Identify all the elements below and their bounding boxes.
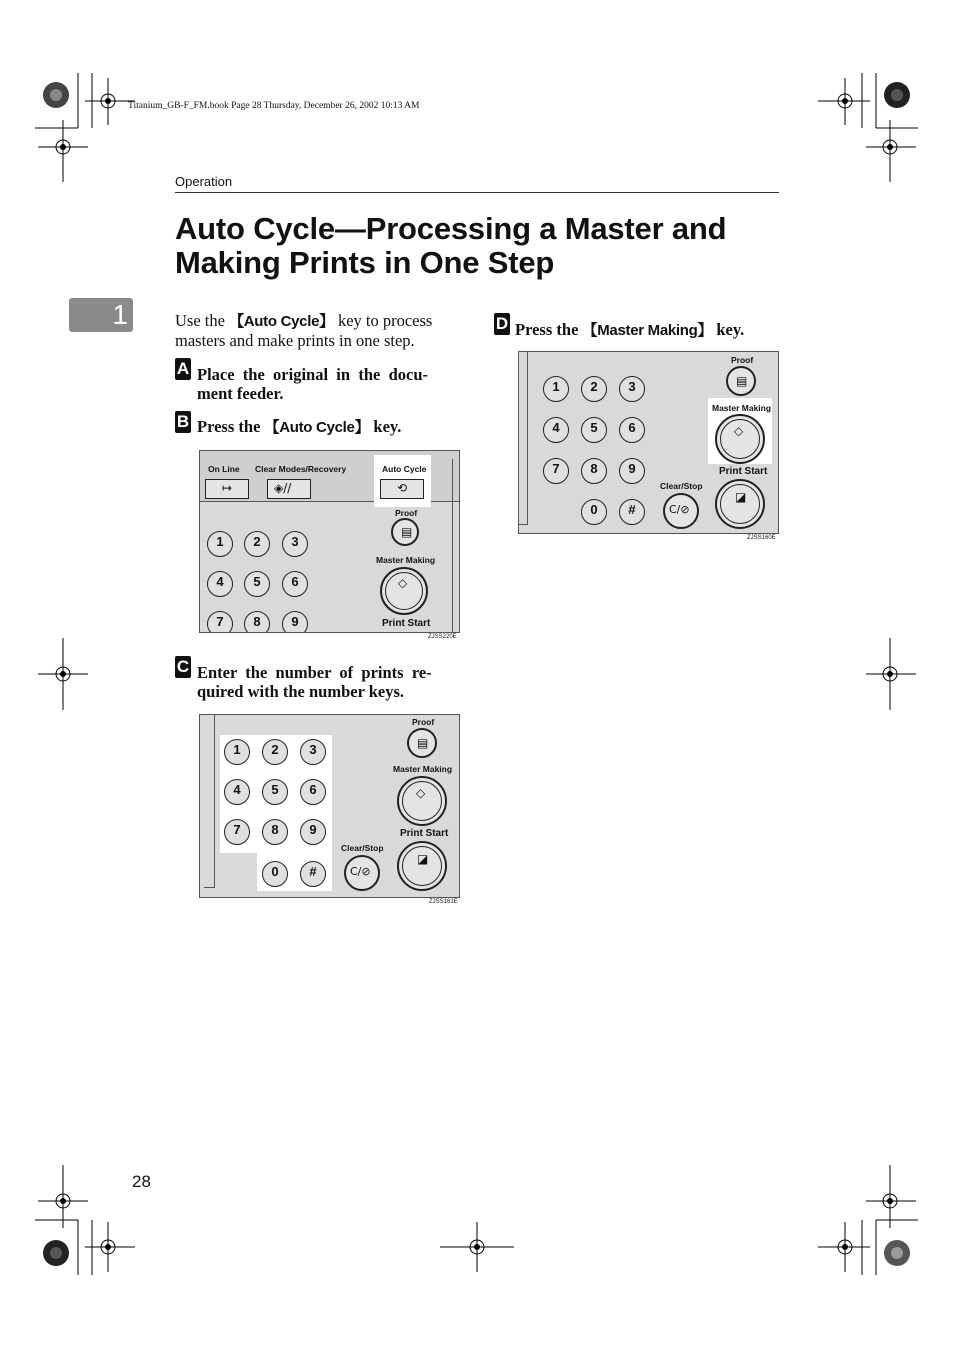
- book-info-line: Titanium_GB-F_FM.book Page 28 Thursday, December 26, 2002 10:13 AM: [128, 101, 420, 111]
- num-key-4: 4: [207, 571, 233, 597]
- panel-left-edge: [519, 352, 528, 525]
- figure-number-keys-panel: [199, 714, 460, 898]
- print-start-label: Print Start: [719, 466, 768, 477]
- cycle-icon: ⟲: [397, 481, 408, 495]
- step-4-before: Press the: [515, 320, 583, 339]
- section-header: Operation: [175, 174, 233, 189]
- title-line-1: Auto Cycle—Processing a Master and: [175, 211, 727, 246]
- step-4-number: D: [495, 314, 509, 333]
- page-number: 28: [132, 1172, 151, 1191]
- step-3-text: [197, 663, 462, 701]
- figure-auto-cycle-panel: [199, 450, 460, 633]
- num-key-8: 8: [581, 458, 607, 484]
- figure-1-code: ZJSS220E: [428, 634, 457, 640]
- num-key-6: 6: [300, 779, 326, 805]
- num-key-4: 4: [543, 417, 569, 443]
- num-key-3: 3: [300, 739, 326, 765]
- master-making-icon: ◇: [416, 786, 426, 800]
- proof-key: [407, 728, 437, 758]
- clear-modes-icon: ◈//: [274, 481, 292, 495]
- intro-text: [175, 311, 460, 350]
- auto-cycle-label: Auto Cycle: [382, 464, 427, 474]
- num-key-2: 2: [581, 376, 607, 402]
- clear-stop-key: [663, 493, 699, 529]
- step-3-line-2: quired with the number keys.: [197, 682, 405, 701]
- clear-stop-icon: C/⊘: [350, 865, 371, 878]
- num-key-5: 5: [581, 417, 607, 443]
- proof-label: Proof: [412, 717, 435, 727]
- step-2-after: key.: [369, 417, 402, 436]
- num-key-2: 2: [262, 739, 288, 765]
- master-making-key: [380, 567, 428, 615]
- num-key-0: 0: [262, 861, 288, 887]
- intro-line-2: masters and make prints in one step.: [175, 331, 415, 350]
- step-2-before: Press the: [197, 417, 265, 436]
- num-key-9: 9: [619, 458, 645, 484]
- num-key-2: 2: [244, 531, 270, 557]
- step-1-line-2: ment feeder.: [197, 384, 284, 403]
- clear-modes-key: [267, 479, 311, 499]
- step-1-text: [197, 365, 462, 403]
- panel-edge: [452, 459, 457, 632]
- auto-cycle-key: [380, 479, 424, 499]
- master-making-label: Master Making: [712, 403, 772, 413]
- step-3-number: C: [176, 657, 190, 676]
- clear-stop-label: Clear/Stop: [341, 843, 384, 853]
- proof-key: [391, 518, 419, 546]
- intro-after: key to process: [333, 311, 433, 330]
- clear-modes-label: Clear Modes/Recovery: [255, 464, 347, 474]
- num-key-6: 6: [619, 417, 645, 443]
- title-line-2: Making Prints in One Step: [175, 245, 555, 280]
- on-line-label: On Line: [208, 464, 240, 474]
- proof-icon: ▤: [417, 736, 429, 750]
- proof-label: Proof: [395, 508, 418, 518]
- print-start-label: Print Start: [382, 618, 431, 629]
- num-key-8: 8: [262, 819, 288, 845]
- step-4-key: 【Master Making】: [582, 322, 713, 339]
- num-key-7: 7: [543, 458, 569, 484]
- step-3-line-1: Enter the number of prints re-: [197, 663, 432, 682]
- panel-left-edge: [204, 715, 215, 888]
- num-key-1: 1: [207, 531, 233, 557]
- figure-master-making-panel: [518, 351, 779, 534]
- proof-icon: ▤: [401, 525, 413, 539]
- arrow-icon: ↦: [222, 481, 233, 495]
- chapter-tab-number: 1: [112, 299, 128, 330]
- num-key-5: 5: [262, 779, 288, 805]
- master-making-label: Master Making: [376, 555, 436, 565]
- master-making-label: Master Making: [393, 764, 453, 774]
- master-making-icon: ◇: [398, 576, 408, 590]
- print-start-key: [397, 841, 447, 891]
- step-1-number: A: [176, 359, 190, 378]
- num-key-7: 7: [224, 819, 250, 845]
- num-key-4: 4: [224, 779, 250, 805]
- num-key-7: 7: [207, 611, 233, 633]
- clear-stop-icon: C/⊘: [669, 503, 690, 516]
- num-key-3: 3: [619, 376, 645, 402]
- print-start-label: Print Start: [400, 828, 449, 839]
- print-start-key: [715, 479, 765, 529]
- step-4-text: [515, 320, 744, 340]
- num-key-6: 6: [282, 571, 308, 597]
- page-title: [175, 212, 795, 280]
- num-key-1: 1: [543, 376, 569, 402]
- figure-2-code: ZJSS161E: [429, 899, 458, 905]
- step-2-number: B: [176, 412, 190, 431]
- num-key-5: 5: [244, 571, 270, 597]
- proof-icon: ▤: [736, 374, 748, 388]
- step-1-line-1: Place the original in the docu-: [197, 365, 428, 384]
- num-key-0: 0: [581, 499, 607, 525]
- master-making-key: [715, 414, 765, 464]
- print-start-icon: ◪: [417, 852, 429, 866]
- num-key-9: 9: [282, 611, 308, 633]
- hash-key: #: [619, 499, 645, 525]
- num-key-8: 8: [244, 611, 270, 633]
- on-line-key: [205, 479, 249, 499]
- intro-key: 【Auto Cycle】: [229, 313, 334, 330]
- header-rule: [175, 192, 779, 193]
- clear-stop-label: Clear/Stop: [660, 481, 703, 491]
- step-2-text: [197, 417, 401, 437]
- proof-key: [726, 366, 756, 396]
- proof-label: Proof: [731, 355, 754, 365]
- num-key-3: 3: [282, 531, 308, 557]
- hash-key: #: [300, 861, 326, 887]
- print-start-icon: ◪: [735, 490, 747, 504]
- master-making-key: [397, 776, 447, 826]
- clear-stop-key: [344, 855, 380, 891]
- step-2-key: 【Auto Cycle】: [264, 419, 370, 436]
- num-key-1: 1: [224, 739, 250, 765]
- step-4-after: key.: [712, 320, 745, 339]
- master-making-icon: ◇: [734, 424, 744, 438]
- intro-before: Use the: [175, 311, 230, 330]
- num-key-9: 9: [300, 819, 326, 845]
- figure-3-code: ZJSS160E: [747, 535, 776, 541]
